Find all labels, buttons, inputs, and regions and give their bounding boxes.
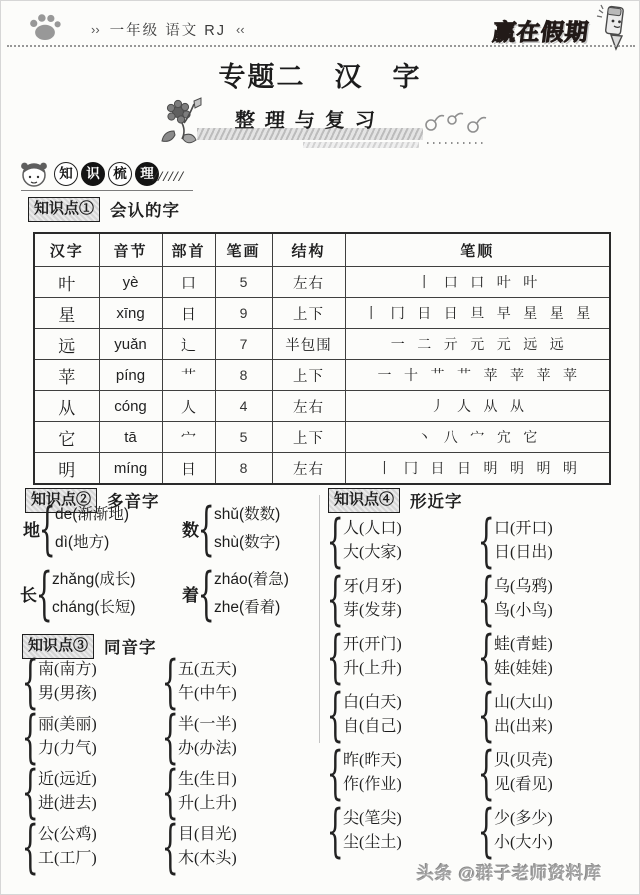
char-pair — [163, 656, 237, 707]
char-pair — [328, 631, 402, 682]
pinyin-cell: yuǎn — [99, 329, 162, 360]
structure-cell: 上下 — [272, 422, 345, 453]
pair-line: 力(力气) — [38, 740, 97, 757]
reading: de(渐渐地) — [55, 506, 130, 523]
kp3-badge: 知识点③ — [22, 634, 94, 659]
pair-line: 午(中午) — [178, 685, 237, 702]
reading: dì(地方) — [55, 534, 110, 551]
char-pair — [23, 821, 97, 872]
col-header-structure: 结构 — [272, 233, 345, 267]
kp4-title: 形近字 — [410, 492, 463, 512]
hanzi-cell: 它 — [34, 422, 99, 453]
kp2-badge: 知识点② — [25, 488, 97, 513]
col-header-radical: 部首 — [162, 233, 215, 267]
pair-line: 木(木头) — [178, 850, 237, 867]
kp4-badge: 知识点④ — [328, 488, 400, 513]
pair-line: 南(南方) — [38, 661, 97, 678]
brace — [328, 688, 343, 742]
pair-line: 自(自己) — [343, 718, 402, 735]
hanzi-cell: 星 — [34, 298, 99, 329]
strokes-cell: 8 — [215, 360, 272, 391]
brace — [163, 710, 178, 764]
strokes-cell: 7 — [215, 329, 272, 360]
pair-line: 见(看见) — [494, 776, 553, 793]
stroke-order-cell: 丨 冂 日 日 旦 早 星 星 星 — [345, 298, 610, 329]
radical-cell: 艹 — [162, 360, 215, 391]
char-pair — [23, 711, 97, 762]
radical-cell: 宀 — [162, 422, 215, 453]
pair-line: 目(目光) — [178, 826, 237, 843]
knowledge-nav — [19, 158, 159, 190]
radical-cell: 辶 — [162, 329, 215, 360]
pair-line: 大(大家) — [343, 544, 402, 561]
brace — [23, 655, 38, 709]
col-header-hanzi: 汉字 — [34, 233, 99, 267]
char-pair — [163, 711, 237, 762]
flower-icon — [158, 97, 212, 151]
polyphonic-char: 长 — [20, 586, 37, 605]
stroke-order-cell: 丨 冂 日 日 明 明 明 明 — [345, 453, 610, 485]
watermark: 头条 @群子老师资料库 — [417, 864, 603, 883]
radical-cell: 日 — [162, 453, 215, 485]
radical-cell: 日 — [162, 298, 215, 329]
knowledge-nav-char: 梳 — [108, 162, 132, 186]
reading: zháo(着急) — [214, 571, 289, 588]
char-pair — [328, 689, 402, 740]
pair-line: 生(生日) — [178, 771, 237, 788]
strokes-cell: 9 — [215, 298, 272, 329]
polyphonic-group — [20, 566, 136, 621]
pair-line: 日(日出) — [494, 544, 553, 561]
pair-line: 芽(发芽) — [343, 602, 402, 619]
stroke-order-cell: 一 十 艹 艹 苹 苹 苹 苹 — [345, 360, 610, 391]
pair-line: 乌(乌鸦) — [494, 578, 553, 595]
polyphonic-group — [182, 566, 289, 621]
pair-line: 昨(昨天) — [343, 752, 402, 769]
table-row — [34, 360, 610, 391]
character-table — [33, 232, 611, 485]
brace — [23, 765, 38, 819]
pair-line: 开(开门) — [343, 636, 402, 653]
pair-line: 作(作业) — [343, 776, 402, 793]
char-pair — [328, 573, 402, 624]
pair-line: 出(出来) — [494, 718, 553, 735]
structure-cell: 左右 — [272, 267, 345, 298]
pair-line: 尖(笔尖) — [343, 810, 402, 827]
pair-line: 少(多少) — [494, 810, 553, 827]
brace — [37, 567, 52, 621]
homophone-column — [23, 656, 97, 872]
hanzi-cell: 叶 — [34, 267, 99, 298]
pair-line: 贝(贝壳) — [494, 752, 553, 769]
table-row — [34, 329, 610, 360]
polyphonic-char: 着 — [182, 586, 199, 605]
lookalike-column — [479, 515, 553, 856]
pair-line: 五(五天) — [178, 661, 237, 678]
nav-grade-subject: 一年级 语文 RJ — [109, 23, 226, 39]
table-row — [34, 391, 610, 422]
nav-arrows-right: ‹‹ — [235, 22, 245, 37]
pair-line: 升(上升) — [343, 660, 402, 677]
homophone-column — [163, 656, 237, 872]
brace — [479, 688, 494, 742]
radical-cell: 人 — [162, 391, 215, 422]
pair-line: 蛙(青蛙) — [494, 636, 553, 653]
char-pair — [328, 515, 402, 566]
pair-line: 牙(月牙) — [343, 578, 402, 595]
char-pair — [479, 747, 553, 798]
pinyin-cell: cóng — [99, 391, 162, 422]
char-pair — [163, 821, 237, 872]
kp2-title: 多音字 — [107, 492, 160, 512]
pinyin-cell: yè — [99, 267, 162, 298]
brace — [199, 502, 214, 556]
stroke-order-cell: 丿 人 从 从 — [345, 391, 610, 422]
structure-cell: 左右 — [272, 391, 345, 422]
col-header-order: 笔顺 — [345, 233, 610, 267]
brace — [163, 820, 178, 874]
knowledge-nav-char: 理 — [135, 162, 159, 186]
brace — [479, 804, 494, 858]
strokes-cell: 5 — [215, 422, 272, 453]
hatch-marks: ////// — [153, 169, 185, 185]
char-pair — [23, 766, 97, 817]
char-pair — [479, 689, 553, 740]
char-pair — [23, 656, 97, 707]
pair-line: 进(进去) — [38, 795, 97, 812]
pinyin-cell: tā — [99, 422, 162, 453]
banner-strip-shadow — [303, 142, 419, 148]
brace — [199, 567, 214, 621]
brace — [328, 804, 343, 858]
pair-line: 尘(尘土) — [343, 834, 402, 851]
col-header-pinyin: 音节 — [99, 233, 162, 267]
char-pair — [328, 747, 402, 798]
section-heading-kp1 — [28, 197, 180, 222]
section-heading-kp4 — [328, 488, 463, 513]
char-pair — [328, 805, 402, 856]
pair-line: 鸟(小鸟) — [494, 602, 553, 619]
char-pair — [479, 805, 553, 856]
nav-arrows-left: ›› — [91, 22, 100, 37]
strokes-cell: 8 — [215, 453, 272, 485]
stroke-order-cell: 丶 八 宀 宂 它 — [345, 422, 610, 453]
header-divider — [7, 45, 635, 47]
pair-line: 升(上升) — [178, 795, 237, 812]
pair-line: 丽(美丽) — [38, 716, 97, 733]
page-title: 专题二 汉 字 — [218, 62, 422, 92]
sprout-decoration-icon — [421, 107, 487, 151]
pair-line: 娃(娃娃) — [494, 660, 553, 677]
polyphonic-group — [23, 501, 129, 556]
strokes-cell: 5 — [215, 267, 272, 298]
banner-title: 整理与复习 — [234, 110, 386, 132]
header-nav — [91, 19, 245, 40]
polyphonic-group — [182, 501, 280, 556]
pinyin-cell: xīng — [99, 298, 162, 329]
pair-line: 人(人口) — [343, 520, 402, 537]
kp3-title: 同音字 — [104, 638, 157, 658]
pair-line: 近(远近) — [38, 771, 97, 788]
strokes-cell: 4 — [215, 391, 272, 422]
hanzi-cell: 明 — [34, 453, 99, 485]
polyphonic-char: 地 — [23, 521, 40, 540]
hanzi-cell: 苹 — [34, 360, 99, 391]
brace — [40, 502, 55, 556]
brace — [328, 630, 343, 684]
lookalike-column — [328, 515, 402, 856]
char-pair — [163, 766, 237, 817]
brace — [23, 710, 38, 764]
structure-cell: 左右 — [272, 453, 345, 485]
table-row — [34, 267, 610, 298]
column-divider — [319, 495, 320, 743]
brand-logo: 赢在假期 — [491, 19, 591, 45]
char-pair — [479, 573, 553, 624]
pair-line: 白(白天) — [343, 694, 402, 711]
kp1-title: 会认的字 — [110, 201, 181, 221]
hanzi-cell: 从 — [34, 391, 99, 422]
polyphonic-char: 数 — [182, 521, 199, 540]
char-pair — [479, 631, 553, 682]
char-pair — [479, 515, 553, 566]
brace — [328, 572, 343, 626]
pair-line: 办(办法) — [178, 740, 237, 757]
pair-line: 口(开口) — [494, 520, 553, 537]
table-row — [34, 422, 610, 453]
structure-cell: 半包围 — [272, 329, 345, 360]
pair-line: 山(大山) — [494, 694, 553, 711]
pair-line: 工(工厂) — [38, 850, 97, 867]
stroke-order-cell: 丨 口 口 叶 叶 — [345, 267, 610, 298]
brace — [328, 514, 343, 568]
pair-line: 小(大小) — [494, 834, 553, 851]
kp1-badge: 知识点① — [28, 197, 100, 222]
pinyin-cell: míng — [99, 453, 162, 485]
brace — [479, 572, 494, 626]
reading: shù(数字) — [214, 534, 281, 551]
knowledge-nav-char: 识 — [81, 162, 105, 186]
reading: zhǎng(成长) — [52, 571, 136, 588]
brace — [23, 820, 38, 874]
knowledge-nav-underline — [21, 190, 193, 191]
brace — [328, 746, 343, 800]
girl-face-icon — [19, 158, 49, 190]
pair-line: 公(公鸡) — [38, 826, 97, 843]
brace — [479, 630, 494, 684]
brace — [163, 655, 178, 709]
knowledge-nav-char: 知 — [54, 162, 78, 186]
paw-icon — [27, 11, 63, 43]
pair-line: 男(男孩) — [38, 685, 97, 702]
reading: zhe(看着) — [214, 599, 281, 616]
table-row — [34, 453, 610, 485]
hanzi-cell: 远 — [34, 329, 99, 360]
col-header-strokes: 笔画 — [215, 233, 272, 267]
stroke-order-cell: 一 二 亓 元 元 远 远 — [345, 329, 610, 360]
brace — [479, 746, 494, 800]
brace — [479, 514, 494, 568]
reading: cháng(长短) — [52, 599, 136, 616]
pair-line: 半(一半) — [178, 716, 237, 733]
table-row — [34, 298, 610, 329]
pinyin-cell: píng — [99, 360, 162, 391]
structure-cell: 上下 — [272, 360, 345, 391]
structure-cell: 上下 — [272, 298, 345, 329]
table-header-row — [34, 233, 610, 267]
reading: shǔ(数数) — [214, 506, 281, 523]
brace — [163, 765, 178, 819]
radical-cell: 口 — [162, 267, 215, 298]
